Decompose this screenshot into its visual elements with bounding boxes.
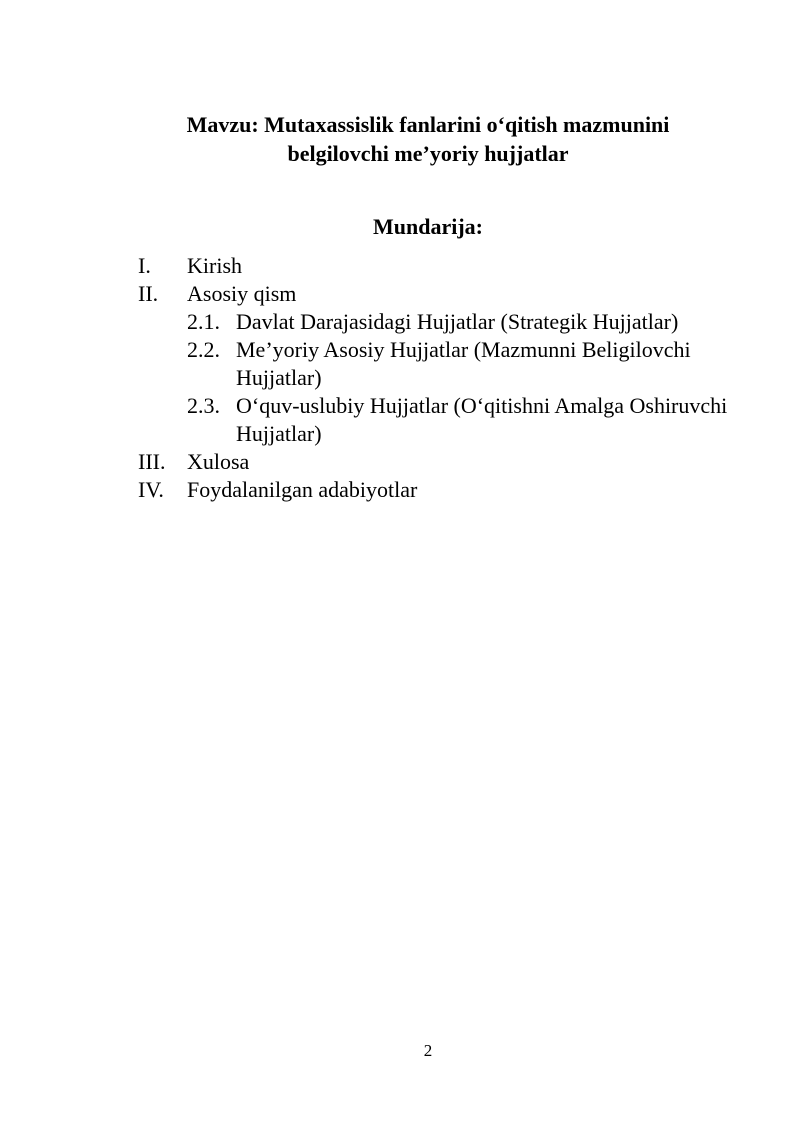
page-number: 2: [423, 1041, 433, 1060]
toc-item-label: Kirish: [187, 253, 242, 278]
toc-subitem-2-2: [187, 336, 758, 392]
table-of-contents: [138, 252, 758, 504]
toc-subitem-2-1: [187, 308, 758, 336]
toc-item-number: II.: [138, 281, 159, 306]
toc-item-label: Asosiy qism: [187, 281, 297, 306]
document-title: [100, 110, 756, 168]
toc-item-xulosa: [138, 448, 758, 476]
toc-item-number: III.: [138, 449, 166, 474]
toc-item-kirish: [138, 252, 758, 280]
toc-item-number: IV.: [138, 477, 164, 502]
toc-item-number: I.: [138, 253, 151, 278]
toc-item-label: Foydalanilgan adabiyotlar: [187, 477, 418, 502]
toc-item-label: Me’yoriy Asosiy Hujjatlar (Mazmunni Beligilovchi Hujjatlar): [236, 337, 691, 390]
toc-heading: Mundarija:: [373, 214, 483, 239]
toc-item-number: 2.3.: [187, 393, 220, 418]
title-line-1: Mavzu: Mutaxassislik fanlarini o‘qitish mazmunini: [186, 112, 670, 137]
toc-item-label: Xulosa: [187, 449, 250, 474]
toc-item-number: 2.2.: [187, 337, 220, 362]
toc-item-asosiy-qism: [138, 280, 758, 308]
toc-subitem-2-3: [187, 392, 758, 448]
toc-item-adabiyotlar: [138, 476, 758, 504]
toc-item-number: 2.1.: [187, 309, 220, 334]
title-line-2: belgilovchi me’yoriy hujjatlar: [287, 141, 569, 166]
toc-item-label: Davlat Darajasidagi Hujjatlar (Strategik Hujjatlar): [236, 309, 679, 334]
toc-item-label: O‘quv-uslubiy Hujjatlar (O‘qitishni Amalga Oshiruvchi Hujjatlar): [236, 393, 728, 446]
